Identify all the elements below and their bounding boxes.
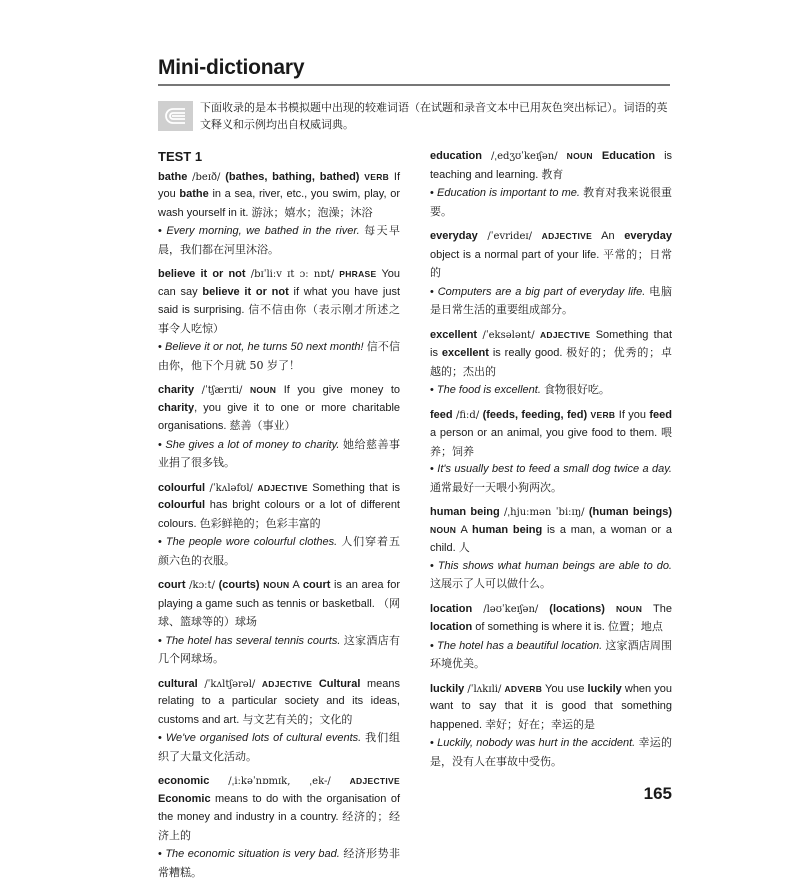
pronunciation: /ˌedʒʊˈkeɪʃən/ <box>490 151 558 162</box>
definition-text: feed <box>649 408 673 421</box>
pronunciation: /beɪð/ <box>192 171 221 183</box>
chinese-translation: 游泳；嬉水；泡澡；沐浴 <box>251 205 373 219</box>
definition-text: The <box>653 602 672 615</box>
example-sentence: • Believe it or not, he turns 50 next month! 信不信由你，他下个月就 50 岁了！ <box>158 340 400 372</box>
headword: court <box>158 579 186 591</box>
definition-text: is an area for playing a game such as tennis or basketball. <box>158 579 401 610</box>
pronunciation: /ˈkʌltʃərəl/ <box>204 678 256 690</box>
example-translation: 食物很好吃。 <box>543 383 610 396</box>
example-translation: 每天早晨，我们都在河里沐浴。 <box>158 224 400 256</box>
example-translation: 我们组织了大量文化活动。 <box>158 731 400 763</box>
headword: education <box>430 150 482 162</box>
word-forms: (human beings) <box>588 506 673 518</box>
definition-text: excellent <box>441 347 489 359</box>
entry-definition <box>430 148 672 184</box>
definition-text: everyday <box>624 230 672 242</box>
dictionary-entry <box>158 676 400 767</box>
headword: human being <box>430 506 500 518</box>
chinese-translation: （网球、篮球等的）球场 <box>158 596 400 628</box>
chinese-translation: 教育 <box>541 167 564 181</box>
definition-text: You use <box>545 682 588 695</box>
definition-text: Economic <box>158 792 211 805</box>
example-sentence: • She gives a lot of money to charity. 她给慈善事业捐了很多钱。 <box>158 437 400 469</box>
definition-text: If you <box>618 408 650 421</box>
part-of-speech: VERB <box>590 409 616 420</box>
example-translation: 经济形势非常糟糕。 <box>158 847 400 879</box>
book-icon <box>158 101 193 131</box>
entry-definition <box>158 169 400 223</box>
dictionary-entry <box>158 169 400 260</box>
dictionary-entry <box>430 327 672 400</box>
example-translation: 这家酒店有几个网球场。 <box>158 633 401 665</box>
headword: bathe <box>158 170 188 183</box>
example-text: The people wore colourful clothes. <box>165 536 338 548</box>
part-of-speech: NOUN <box>566 151 593 161</box>
definition-text: means relating to a particular society and its ideas, customs and art. <box>158 677 400 726</box>
word-forms: (locations) <box>549 602 605 615</box>
part-of-speech: ADVERB <box>504 683 543 694</box>
example-translation: 教育对我来说很重要。 <box>430 186 672 218</box>
chinese-translation: 喂养；饲养 <box>430 426 672 458</box>
example-text: Luckily, nobody was hurt in the accident. <box>437 737 636 749</box>
title-divider <box>158 84 670 86</box>
entry-definition <box>158 266 400 338</box>
word-forms: (bathes, bathing, bathed) <box>225 170 360 183</box>
headword: feed <box>430 408 453 421</box>
entry-definition <box>430 327 672 382</box>
definition-text: charity <box>158 401 195 414</box>
pronunciation: /kɔːt/ <box>189 580 215 591</box>
chinese-translation: 与文艺有关的；文化的 <box>242 712 353 726</box>
dictionary-entry <box>158 773 400 882</box>
example-translation: 幸运的是，没有人在事故中受伤。 <box>430 736 672 768</box>
example-translation: 人们穿着五颜六色的衣服。 <box>158 535 400 567</box>
example-sentence: • We've organised lots of cultural events. 我们组织了大量文化活动。 <box>158 731 400 763</box>
definition-text: human being <box>472 523 543 536</box>
definition-text: a person or an animal, you give food to them. <box>430 427 661 439</box>
example-text: The hotel has a beautiful location. <box>437 639 603 652</box>
dictionary-entry <box>158 480 400 571</box>
example-sentence: • Luckily, nobody was hurt in the accident. 幸运的是，没有人在事故中受伤。 <box>430 736 672 768</box>
pronunciation: /bɪˈliːv ɪt ɔː nɒt/ <box>250 269 335 280</box>
chinese-translation: 人 <box>458 541 470 554</box>
definition-text: Education <box>601 150 656 162</box>
entry-definition <box>430 681 672 735</box>
example-text: She gives a lot of money to charity. <box>165 438 340 451</box>
definition-text: if what you have just said is surprising. <box>158 285 401 316</box>
chinese-translation: 平常的；日常的 <box>430 247 672 279</box>
definition-text: believe it or not <box>202 285 289 298</box>
entry-definition <box>430 407 672 462</box>
part-of-speech: VERB <box>364 171 390 182</box>
pronunciation: /ˈtʃærɪti/ <box>201 385 243 396</box>
headword: everyday <box>430 230 478 242</box>
entry-definition <box>430 228 672 283</box>
pronunciation: /ˌhjuːmən ˈbiːɪŋ/ <box>504 507 585 518</box>
definition-text: If you <box>158 170 401 200</box>
example-text: The economic situation is very bad. <box>165 848 340 860</box>
example-translation: 通常最好一天喂小狗两次。 <box>430 480 562 494</box>
definition-text: is teaching and learning. <box>430 150 673 181</box>
example-sentence: • The people wore colourful clothes. 人们穿着五颜六色的衣服。 <box>158 535 400 567</box>
definition-text: Something that is <box>430 328 673 359</box>
definition-text: in a sea, river, etc., you swim, play, or wash yourself in it. <box>158 188 400 219</box>
dictionary-entry <box>430 148 672 221</box>
page-title: Mini-dictionary <box>158 56 305 79</box>
definition-text: , you give it to one or more charitable organisations. <box>158 401 400 432</box>
pronunciation: /fiːd/ <box>456 409 480 421</box>
chinese-translation: 色彩鲜艳的；色彩丰富的 <box>199 516 321 530</box>
chinese-translation: 慈善（事业） <box>229 419 296 432</box>
part-of-speech: PHRASE <box>339 269 377 279</box>
headword: believe it or not <box>158 268 246 280</box>
entry-definition <box>158 382 400 436</box>
intro-text: 下面收录的是本书模拟题中出现的较难词语（在试题和录音文本中已用灰色突出标记）。词语的英文释义和示例均出自权威词典。 <box>200 101 668 131</box>
definition-text: bathe <box>179 188 209 200</box>
word-forms: (feeds, feeding, fed) <box>482 408 588 421</box>
part-of-speech: ADJECTIVE <box>261 678 313 689</box>
headword: location <box>430 602 473 615</box>
example-sentence: • The economic situation is very bad. 经济形势非常糟糕。 <box>158 847 400 879</box>
part-of-speech: ADJECTIVE <box>349 776 400 786</box>
right-column <box>430 148 672 805</box>
headword: colourful <box>158 481 206 494</box>
page-number: 165 <box>643 784 672 803</box>
part-of-speech: NOUN <box>263 580 290 590</box>
example-text: Computers are a big part of everyday life. <box>437 285 646 298</box>
chinese-translation: 极好的；优秀的；卓越的；杰出的 <box>430 346 673 378</box>
entry-definition <box>430 504 672 558</box>
dictionary-entry <box>430 228 672 320</box>
example-text: This shows what human beings are able to do. <box>437 559 672 572</box>
definition-text: A <box>460 523 473 536</box>
part-of-speech: ADJECTIVE <box>539 329 591 340</box>
example-sentence: • Every morning, we bathed in the river. 每天早晨，我们都在河里沐浴。 <box>158 224 400 256</box>
example-text: Every morning, we bathed in the river. <box>166 225 360 237</box>
example-translation: 这展示了人可以做什么。 <box>430 577 551 590</box>
example-text: Education is important to me. <box>437 187 580 199</box>
example-sentence: • Computers are a big part of everyday life. 电脑是日常生活的重要组成部分。 <box>430 284 672 316</box>
pronunciation: /ˈevrideɪ/ <box>487 231 532 242</box>
entry-definition <box>158 676 400 730</box>
example-text: Believe it or not, he turns 50 next month! <box>165 341 364 353</box>
example-sentence: • The hotel has several tennis courts. 这家酒店有几个网球场。 <box>158 633 401 665</box>
pronunciation: /ləʊˈkeɪʃən/ <box>483 603 539 615</box>
entry-definition <box>158 577 400 632</box>
example-sentence: • The hotel has a beautiful location. 这家酒店周围环境优美。 <box>430 638 672 670</box>
chinese-translation: 经济的；经济上的 <box>158 810 401 842</box>
headword: excellent <box>430 328 478 341</box>
headword: luckily <box>430 682 465 695</box>
dictionary-entry <box>430 504 672 594</box>
word-forms: (courts) <box>218 579 260 591</box>
definition-text: court <box>302 579 331 591</box>
part-of-speech: NOUN <box>430 524 457 535</box>
part-of-speech: ADJECTIVE <box>257 482 308 493</box>
example-translation: 信不信由你，他下个月就 50 岁了！ <box>158 340 400 372</box>
example-text: It's usually best to feed a small dog twice a day. <box>437 463 672 475</box>
definition-text: colourful <box>158 499 206 511</box>
pronunciation: /ˌiːkəˈnɒmɪk, ˌek-/ <box>228 776 331 787</box>
pronunciation: /ˈkʌləfʊl/ <box>209 482 253 494</box>
left-column <box>158 148 400 889</box>
section-heading: TEST 1 <box>158 149 203 164</box>
definition-text: An <box>601 230 625 242</box>
chinese-translation: 信不信由你（表示刚才所述之事令人吃惊） <box>158 303 400 335</box>
part-of-speech: NOUN <box>249 385 277 395</box>
definition-text: location <box>430 621 473 633</box>
dictionary-entry <box>158 382 400 473</box>
definition-text: object is a normal part of your life. <box>430 248 603 261</box>
headword: cultural <box>158 677 198 690</box>
definition-text: of something is where it is. <box>472 621 608 633</box>
right-entries <box>430 148 672 771</box>
definition-text: is a man, a woman or a child. <box>430 523 672 554</box>
chinese-translation: 位置；地点 <box>607 620 663 633</box>
definition-text: is really good. <box>488 347 567 359</box>
dictionary-entry <box>430 601 672 674</box>
headword: charity <box>158 384 195 396</box>
definition-text: A <box>292 579 303 591</box>
entry-definition <box>158 773 400 845</box>
part-of-speech: ADJECTIVE <box>541 231 593 241</box>
entry-definition <box>430 601 672 637</box>
definition-text: when you want to say that it is good that something happened. <box>430 682 672 731</box>
definition-text: has bright colours or a lot of different colours. <box>158 499 400 530</box>
example-sentence: • This shows what human beings are able to do. 这展示了人可以做什么。 <box>430 559 672 590</box>
example-sentence: • Education is important to me. 教育对我来说很重要。 <box>430 186 672 218</box>
example-text: The food is excellent. <box>436 384 541 396</box>
example-translation: 这家酒店周围环境优美。 <box>430 638 672 670</box>
definition-text: luckily <box>587 682 622 695</box>
headword: economic <box>158 775 210 787</box>
definition-text: means to do with the organisation of the money and industry in a country. <box>158 792 400 823</box>
example-text: The hotel has several tennis courts. <box>165 634 341 647</box>
example-sentence: • It's usually best to feed a small dog twice a day. 通常最好一天喂小狗两次。 <box>430 463 672 494</box>
pronunciation: /ˈeksələnt/ <box>482 329 535 341</box>
chinese-translation: 幸好；好在；幸运的是 <box>485 717 596 731</box>
definition-text: You can say <box>158 268 401 298</box>
example-translation: 她给慈善事业捐了很多钱。 <box>158 437 400 469</box>
definition-text: Something that is <box>312 481 401 494</box>
dictionary-entry <box>430 407 672 498</box>
dictionary-entry <box>158 577 400 669</box>
example-text: We've organised lots of cultural events. <box>165 732 362 744</box>
entry-definition <box>158 480 400 534</box>
dictionary-entry <box>430 681 672 772</box>
example-sentence: • The food is excellent. 食物很好吃。 <box>430 383 610 396</box>
pronunciation: /ˈlʌkɪli/ <box>467 683 502 695</box>
part-of-speech: NOUN <box>615 603 643 614</box>
definition-text: If you give money to <box>283 384 401 396</box>
definition-text: Cultural <box>318 677 361 690</box>
dictionary-entry <box>158 266 400 375</box>
example-translation: 电脑是日常生活的重要组成部分。 <box>430 284 672 316</box>
